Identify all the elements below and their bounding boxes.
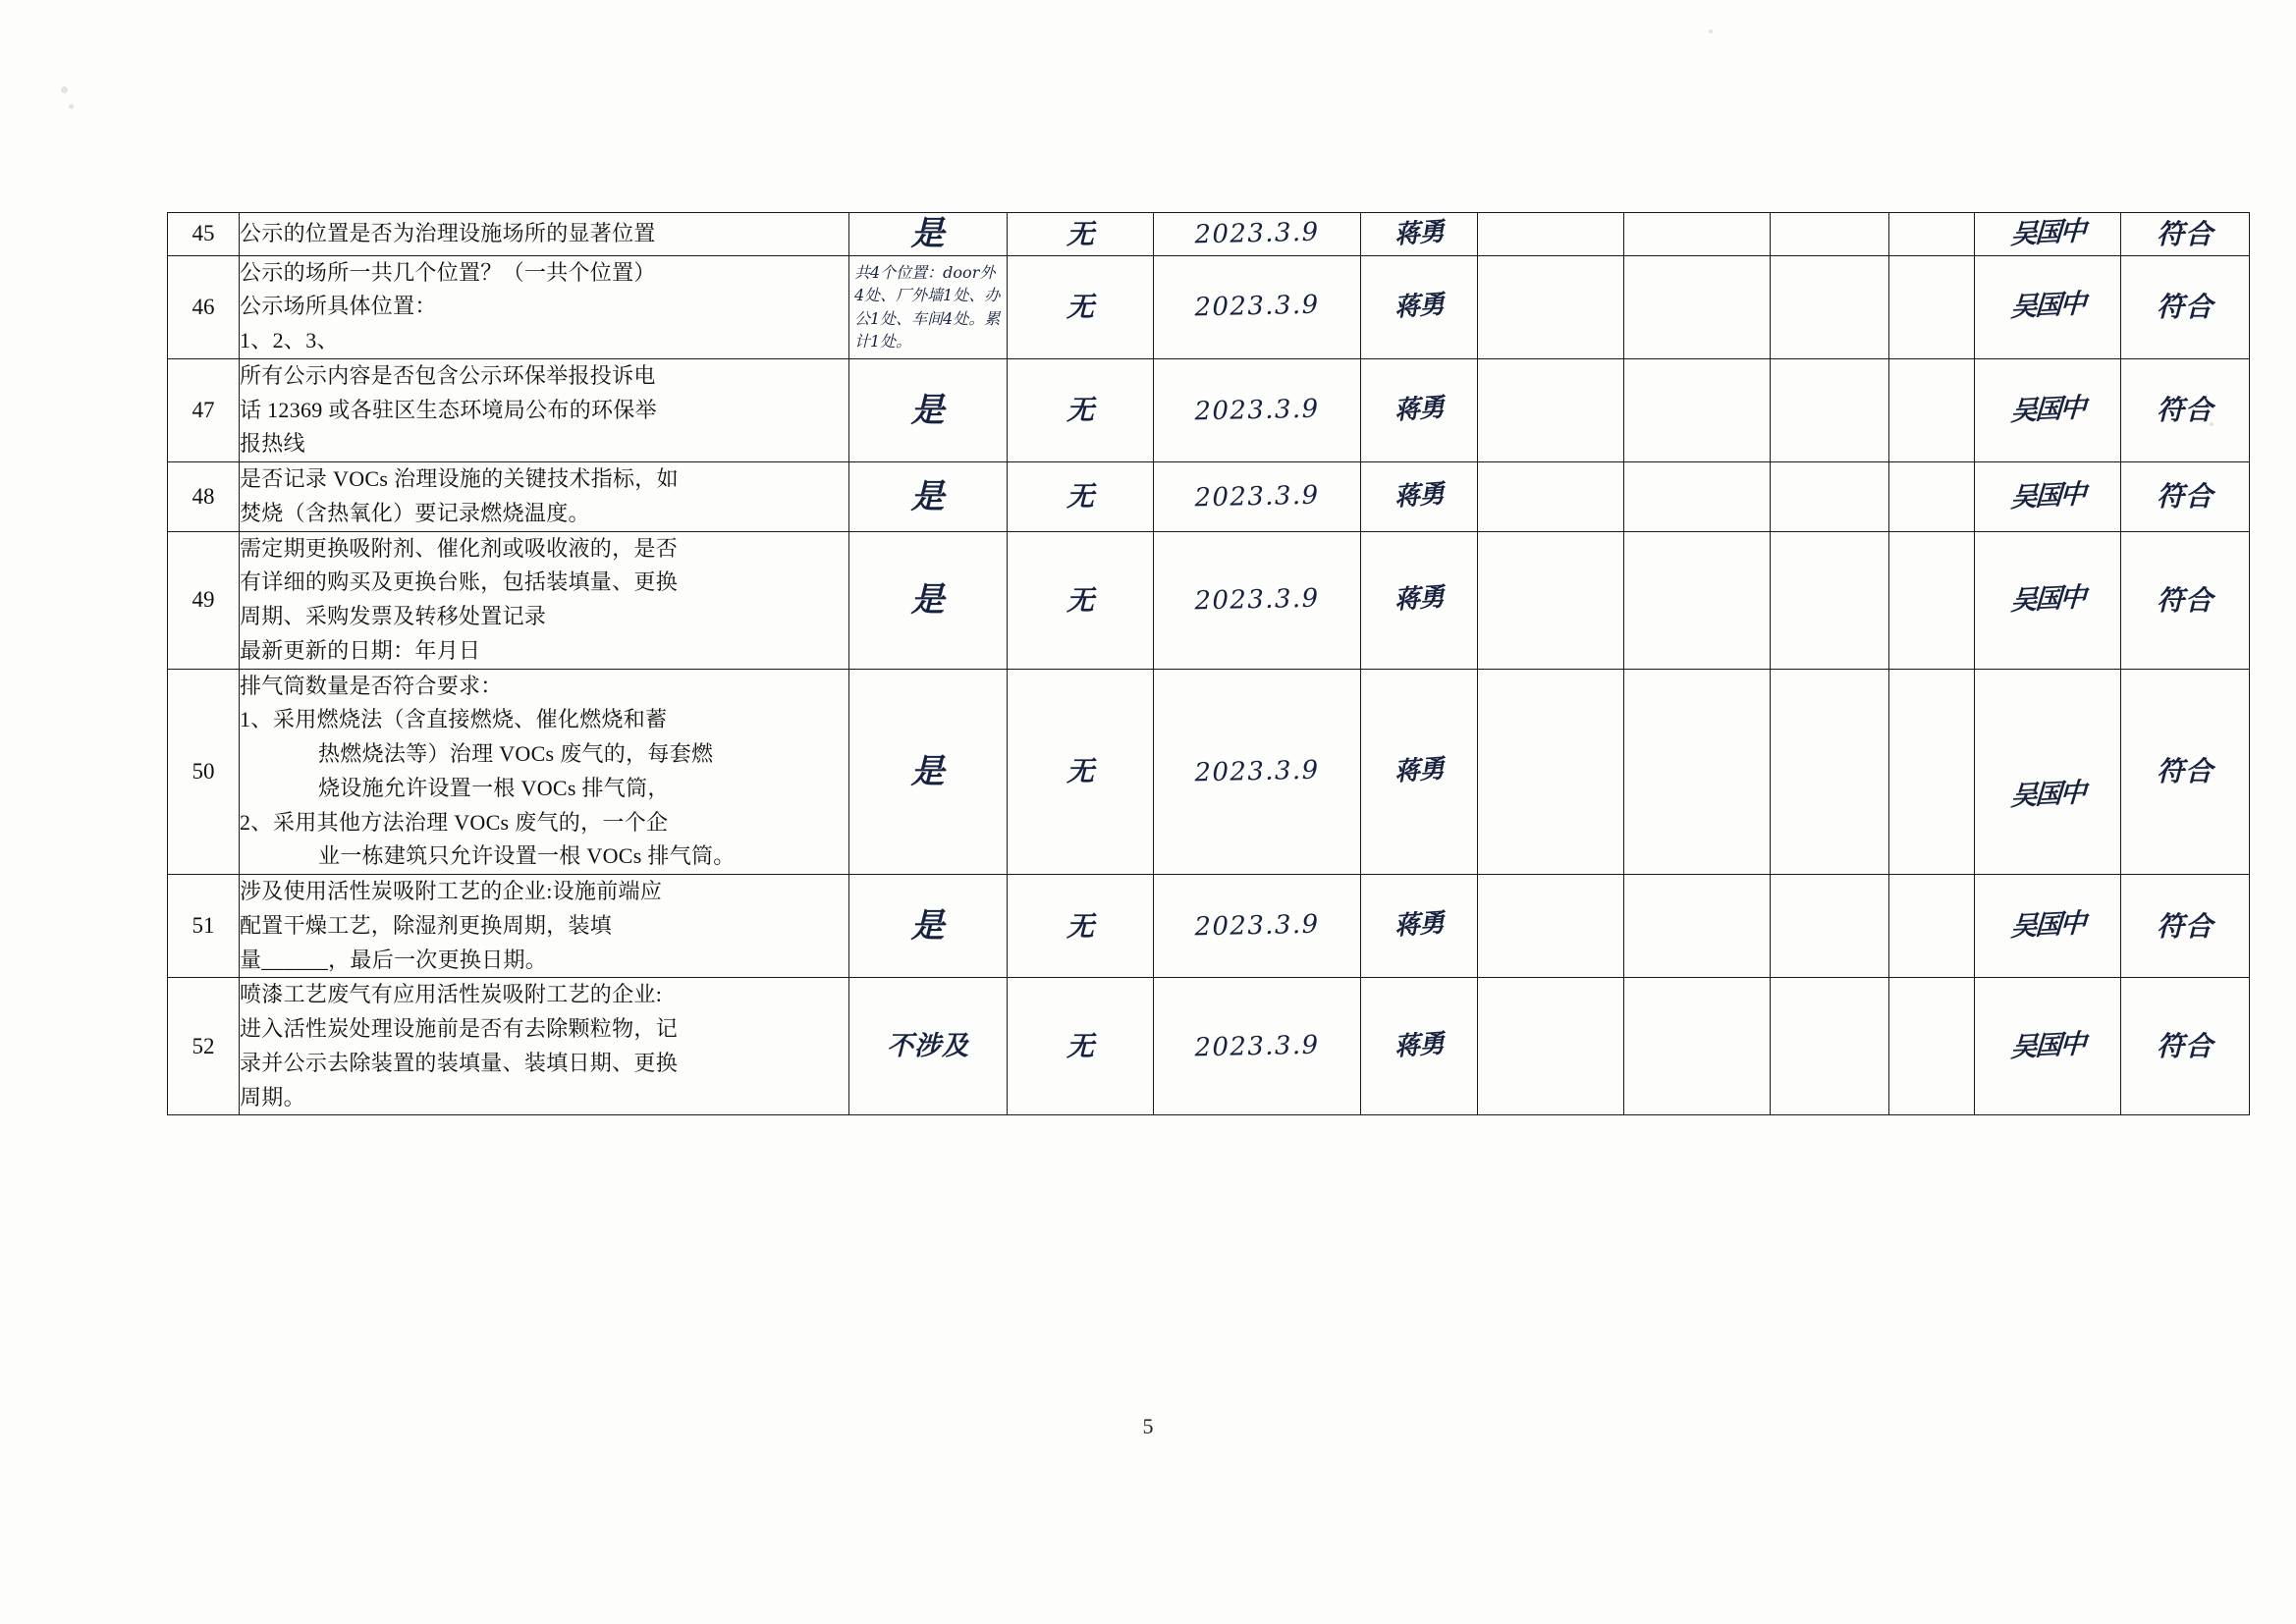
handwritten-answer: 是 [910, 905, 946, 946]
item-heading: 排气筒数量是否符合要求： [240, 673, 503, 698]
row-reviewer-signature [1975, 213, 2121, 256]
signature-glyph: 吴国中 [2009, 216, 2086, 251]
row-date [1154, 213, 1361, 256]
row-number: 48 [168, 462, 240, 532]
row-reviewer-signature [1975, 255, 2121, 358]
item-line: 需定期更换吸附剂、催化剂或吸收液的，是否 [240, 535, 679, 561]
handwritten-result: 符合 [2156, 909, 2214, 943]
row-blank-3 [1771, 875, 1889, 978]
row-problem [1008, 978, 1154, 1115]
item-line: 喷漆工艺废气有应用活性炭吸附工艺的企业: [240, 982, 663, 1007]
row-result [2121, 358, 2250, 461]
handwritten-date: 2023.3.9 [1194, 1030, 1320, 1062]
row-blank-2 [1624, 531, 1771, 669]
row-result [2121, 462, 2250, 532]
handwritten-date: 2023.3.9 [1194, 480, 1320, 513]
row-blank-3 [1771, 255, 1889, 358]
item-line: 公示的位置是否为治理设施场所的显著位置 [240, 220, 656, 245]
row-answer [849, 875, 1008, 978]
handwritten-answer: 是 [910, 390, 946, 430]
row-blank-4 [1889, 358, 1975, 461]
row-item-text [240, 875, 849, 978]
row-blank-1 [1478, 531, 1624, 669]
signature-glyph: 蒋勇 [1393, 1029, 1445, 1062]
row-inspector-signature [1361, 462, 1478, 532]
handwritten-date: 2023.3.9 [1194, 583, 1320, 617]
row-inspector-signature [1361, 531, 1478, 669]
item-line: 业一栋建筑只允许设置一根 VOCs 排气筒。 [318, 843, 736, 869]
signature-glyph: 吴国中 [2009, 581, 2086, 617]
row-reviewer-signature [1975, 978, 2121, 1115]
row-answer [849, 669, 1008, 875]
handwritten-result: 符合 [2156, 1030, 2214, 1063]
row-blank-3 [1771, 978, 1889, 1115]
item-line: 公示场所具体位置： [240, 294, 437, 319]
row-result [2121, 669, 2250, 875]
item-line: 涉及使用活性炭吸附工艺的企业:设施前端应 [240, 879, 663, 903]
item-line: 周期。 [240, 1084, 305, 1110]
item-line: 周期、采购发票及转移处置记录 [240, 604, 547, 628]
handwritten-result: 符合 [2156, 583, 2214, 617]
row-date [1154, 358, 1361, 461]
row-result [2121, 531, 2250, 669]
handwritten-date: 2023.3.9 [1194, 217, 1320, 250]
table-row [168, 213, 2250, 256]
row-date [1154, 875, 1361, 978]
row-blank-4 [1889, 978, 1975, 1115]
row-number: 45 [168, 213, 240, 256]
signature-glyph: 蒋勇 [1393, 216, 1445, 250]
row-number: 52 [168, 978, 240, 1115]
handwritten-date: 2023.3.9 [1194, 909, 1320, 943]
handwritten-answer: 是 [910, 751, 946, 791]
handwritten-problem: 无 [1066, 755, 1094, 788]
row-blank-1 [1478, 978, 1624, 1115]
row-blank-1 [1478, 875, 1624, 978]
row-blank-1 [1478, 213, 1624, 256]
row-problem [1008, 462, 1154, 532]
item-line: 焚烧（含热氧化）要记录燃烧温度。 [240, 500, 590, 525]
handwritten-problem: 无 [1066, 480, 1094, 514]
signature-glyph: 蒋勇 [1393, 290, 1445, 323]
item-line: 采用燃烧法（含直接燃烧、催化燃烧和蓄 [273, 707, 668, 732]
item-line: 录并公示去除装置的装填量、装填日期、更换 [240, 1050, 679, 1075]
handwritten-problem: 无 [1066, 1030, 1094, 1063]
row-result [2121, 255, 2250, 358]
row-inspector-signature [1361, 875, 1478, 978]
row-number: 46 [168, 255, 240, 358]
row-blank-3 [1771, 669, 1889, 875]
row-number: 50 [168, 669, 240, 875]
row-item-text [240, 531, 849, 669]
table-row [168, 669, 2250, 875]
item-line: 进入活性炭处理设施前是否有去除颗粒物，记 [240, 1016, 679, 1041]
handwritten-date: 2023.3.9 [1194, 291, 1320, 323]
item-line: 烧设施允许设置一根 VOCs 排气筒， [318, 775, 670, 800]
list-item [240, 703, 848, 805]
item-line: 有详细的购买及更换台账，包括装填量、更换 [240, 569, 679, 595]
item-line: 公示的场所一共几个位置？（一共个位置） [240, 259, 656, 285]
row-reviewer-signature [1975, 531, 2121, 669]
signature-glyph: 吴国中 [2009, 478, 2086, 514]
signature-glyph: 蒋勇 [1393, 479, 1445, 513]
row-inspector-signature [1361, 978, 1478, 1115]
row-result [2121, 875, 2250, 978]
row-blank-2 [1624, 255, 1771, 358]
handwritten-result: 符合 [2156, 291, 2214, 324]
handwritten-result: 符合 [2156, 217, 2214, 250]
handwritten-answer: 共4个位置：door外4处、厂外墙1处、办公1处、车间4处。累计1处。 [854, 263, 1001, 351]
row-answer [849, 531, 1008, 669]
row-blank-1 [1478, 358, 1624, 461]
row-blank-3 [1771, 462, 1889, 532]
signature-glyph: 吴国中 [2009, 907, 2086, 943]
row-blank-2 [1624, 875, 1771, 978]
row-number: 51 [168, 875, 240, 978]
row-item-text [240, 213, 849, 256]
row-blank-4 [1889, 255, 1975, 358]
signature-glyph: 吴国中 [2009, 1028, 2086, 1063]
row-item-text [240, 669, 849, 875]
list-marker: 1、 [240, 707, 273, 732]
row-date [1154, 669, 1361, 875]
checklist-table [167, 212, 2250, 1115]
row-reviewer-signature [1975, 875, 2121, 978]
handwritten-problem: 无 [1066, 394, 1094, 427]
table-row [168, 255, 2250, 358]
row-problem [1008, 255, 1154, 358]
row-blank-4 [1889, 462, 1975, 532]
page-number: 5 [1142, 1414, 1154, 1438]
signature-glyph: 吴国中 [2009, 289, 2086, 324]
signature-glyph: 蒋勇 [1393, 754, 1445, 787]
row-blank-2 [1624, 358, 1771, 461]
handwritten-answer: 是 [910, 476, 946, 516]
signature-glyph: 蒋勇 [1393, 393, 1445, 426]
handwritten-problem: 无 [1066, 583, 1094, 617]
row-problem [1008, 531, 1154, 669]
item-line: 是否记录 VOCs 治理设施的关键技术指标，如 [240, 466, 679, 491]
checklist-table-wrapper [167, 212, 2239, 1115]
list-item [240, 806, 848, 875]
row-result [2121, 978, 2250, 1115]
item-line: 热燃烧法等）治理 VOCs 废气的，每套燃 [318, 741, 714, 766]
row-blank-1 [1478, 255, 1624, 358]
signature-glyph: 吴国中 [2009, 392, 2086, 427]
item-line: 采用其他方法治理 VOCs 废气的，一个企 [273, 809, 669, 835]
row-reviewer-signature [1975, 462, 2121, 532]
handwritten-result: 符合 [2156, 394, 2214, 427]
row-answer [849, 462, 1008, 532]
row-reviewer-signature [1975, 358, 2121, 461]
row-inspector-signature [1361, 358, 1478, 461]
row-item-text [240, 358, 849, 461]
item-line: 量______，最后一次更换日期。 [240, 947, 548, 972]
item-line: 所有公示内容是否包含公示环保举报投诉电 [240, 362, 656, 388]
row-item-text [240, 462, 849, 532]
row-number: 47 [168, 358, 240, 461]
handwritten-result: 符合 [2156, 480, 2214, 514]
row-problem [1008, 875, 1154, 978]
row-problem [1008, 358, 1154, 461]
row-blank-1 [1478, 462, 1624, 532]
row-blank-4 [1889, 669, 1975, 875]
item-line: 报热线 [240, 431, 305, 457]
handwritten-answer: 不涉及 [887, 1030, 969, 1061]
row-answer [849, 255, 1008, 358]
row-answer [849, 978, 1008, 1115]
row-item-text [240, 255, 849, 358]
row-inspector-signature [1361, 255, 1478, 358]
row-inspector-signature [1361, 669, 1478, 875]
row-result [2121, 213, 2250, 256]
item-numbered-list [240, 703, 848, 874]
row-blank-2 [1624, 462, 1771, 532]
list-marker: 2、 [240, 809, 273, 835]
row-number: 49 [168, 531, 240, 669]
row-date [1154, 531, 1361, 669]
handwritten-problem: 无 [1066, 291, 1094, 324]
table-row [168, 358, 2250, 461]
handwritten-problem: 无 [1066, 217, 1094, 250]
row-item-text [240, 978, 849, 1115]
handwritten-answer: 是 [910, 214, 946, 253]
row-blank-2 [1624, 213, 1771, 256]
row-answer [849, 213, 1008, 256]
row-blank-1 [1478, 669, 1624, 875]
row-inspector-signature [1361, 213, 1478, 256]
row-date [1154, 978, 1361, 1115]
row-blank-2 [1624, 978, 1771, 1115]
signature-glyph: 蒋勇 [1393, 908, 1445, 943]
handwritten-result: 符合 [2156, 755, 2214, 788]
handwritten-date: 2023.3.9 [1194, 755, 1320, 787]
handwritten-answer: 是 [910, 579, 946, 620]
signature-glyph: 吴国中 [2009, 777, 2086, 812]
row-date [1154, 462, 1361, 532]
row-answer [849, 358, 1008, 461]
row-reviewer-signature [1975, 669, 2121, 875]
row-problem [1008, 669, 1154, 875]
row-blank-3 [1771, 213, 1889, 256]
row-blank-4 [1889, 531, 1975, 669]
row-blank-3 [1771, 358, 1889, 461]
table-row [168, 531, 2250, 669]
signature-glyph: 蒋勇 [1393, 582, 1445, 617]
item-line: 1、2、3、 [240, 328, 339, 352]
handwritten-date: 2023.3.9 [1194, 394, 1320, 426]
handwritten-problem: 无 [1066, 909, 1094, 943]
table-row [168, 875, 2250, 978]
row-date [1154, 255, 1361, 358]
row-blank-4 [1889, 875, 1975, 978]
item-line: 配置干燥工艺，除湿剂更换周期，装填 [240, 912, 613, 938]
item-line: 最新更新的日期：年月日 [240, 637, 481, 663]
table-row [168, 462, 2250, 532]
row-blank-2 [1624, 669, 1771, 875]
item-line: 话 12369 或各驻区生态环境局公布的环保举 [240, 397, 657, 422]
row-blank-4 [1889, 213, 1975, 256]
table-row [168, 978, 2250, 1115]
row-problem [1008, 213, 1154, 256]
row-blank-3 [1771, 531, 1889, 669]
